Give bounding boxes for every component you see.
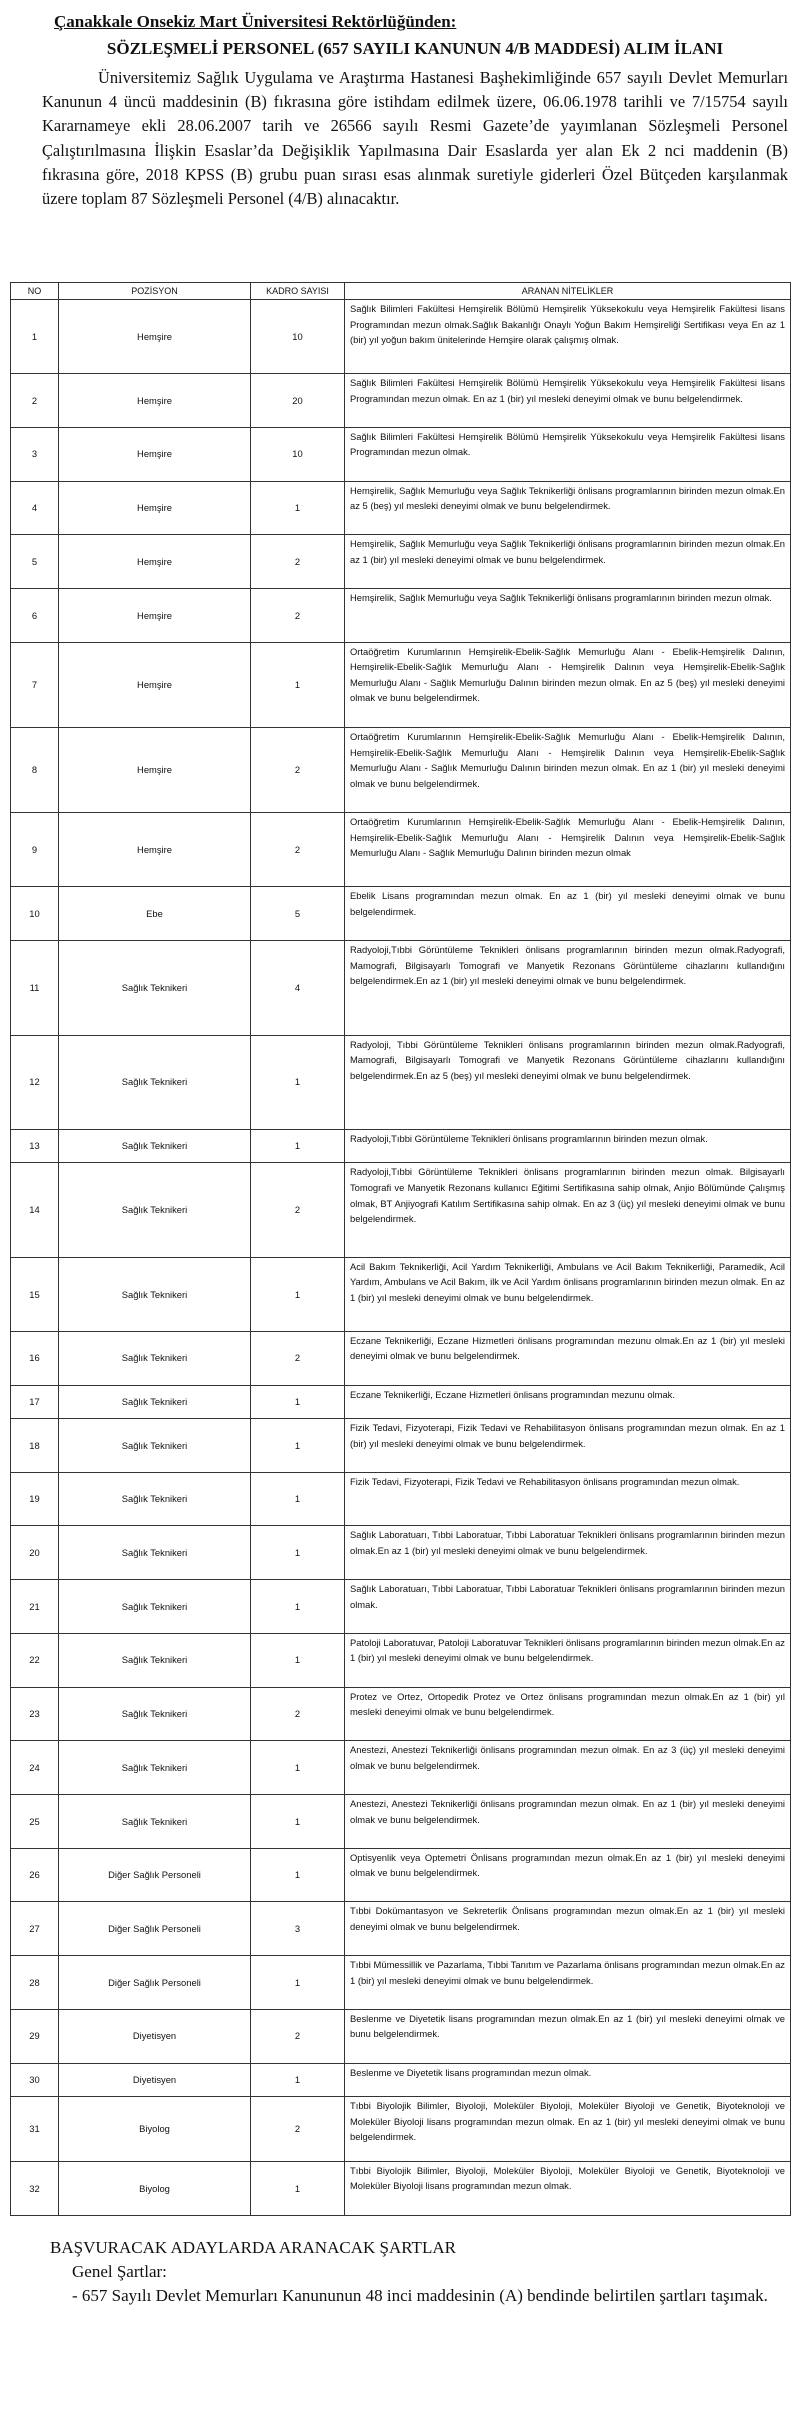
table-row	[11, 427, 791, 481]
row-qualifications: Eczane Teknikerliği, Eczane Hizmetleri önlisans programından mezunu olmak.	[345, 1385, 791, 1418]
column-header-qualifications: ARANAN NİTELİKLER	[345, 283, 791, 300]
row-staff-count: 1	[251, 481, 345, 535]
row-position: Sağlık Teknikeri	[59, 1741, 251, 1795]
row-number: 18	[11, 1418, 59, 1472]
row-position: Sağlık Teknikeri	[59, 1633, 251, 1687]
institution-heading: Çanakkale Onsekiz Mart Üniversitesi Rektörlüğünden:	[54, 12, 457, 31]
row-number: 19	[11, 1472, 59, 1526]
row-position: Diyetisyen	[59, 2063, 251, 2096]
row-qualifications: Radyoloji, Tıbbi Görüntüleme Teknikleri önlisans programlarının birinden mezun olmak.Radyografi, Mamografi, Bilgisayarlı Tomografi ve Manyetik Rezonans Görüntüleme cihazlarını kullandığını belgelendirmek.En az 5 (beş) yıl mesleki deneyimi olmak ve bunu belgelendirmek.	[345, 1035, 791, 1129]
row-position: Hemşire	[59, 642, 251, 727]
row-number: 10	[11, 887, 59, 941]
table-row	[11, 1257, 791, 1331]
row-staff-count: 3	[251, 1902, 345, 1956]
requirements-section	[50, 2236, 786, 2308]
row-position: Diğer Sağlık Personeli	[59, 1956, 251, 2010]
table-row	[11, 2009, 791, 2063]
intro-paragraph: Üniversitemiz Sağlık Uygulama ve Araştırma Hastanesi Başhekimliğinde 657 sayılı Devlet Memurları Kanunun 4 üncü maddesinin (B) fıkrasına göre istihdam edilmek üzere, 06.06.1978 tarihli ve 7/15754 sayılı Kararnameye ekli 28.06.2007 tarih ve 26566 sayılı Resmi Gazete’de yayımlanan Sözleşmeli Personel Çalıştırılmasına İlişkin Esaslar’da Değişiklik Yapılmasına Dair Esaslarda yer alan Ek 2 nci maddenin (B) fıkrasına göre, 2018 KPSS (B) grubu puan sırası esas alınmak suretiyle giderleri Özel Bütçeden karşılanmak üzere toplam 87 Sözleşmeli Personel (4/B) alınacaktır.	[42, 68, 788, 209]
row-staff-count: 1	[251, 642, 345, 727]
row-staff-count: 1	[251, 1848, 345, 1902]
row-number: 3	[11, 427, 59, 481]
row-number: 28	[11, 1956, 59, 2010]
table-row	[11, 588, 791, 642]
row-position: Sağlık Teknikeri	[59, 1418, 251, 1472]
table-row	[11, 1472, 791, 1526]
table-row	[11, 642, 791, 727]
table-row	[11, 1902, 791, 1956]
row-qualifications: Hemşirelik, Sağlık Memurluğu veya Sağlık Teknikerliği önlisans programlarının birinden mezun olmak.	[345, 588, 791, 642]
row-number: 31	[11, 2096, 59, 2161]
announcement-header	[42, 10, 788, 211]
row-staff-count: 1	[251, 1741, 345, 1795]
row-qualifications: Fizik Tedavi, Fizyoterapi, Fizik Tedavi ve Rehabilitasyon önlisans programından mezun olmak. En az 1 (bir) yıl mesleki deneyimi olmak ve bunu belgelendirmek.	[345, 1418, 791, 1472]
row-qualifications: Fizik Tedavi, Fizyoterapi, Fizik Tedavi ve Rehabilitasyon önlisans programından mezun olmak.	[345, 1472, 791, 1526]
table-row	[11, 813, 791, 887]
row-staff-count: 1	[251, 1418, 345, 1472]
row-position: Sağlık Teknikeri	[59, 1794, 251, 1848]
table-row	[11, 887, 791, 941]
row-qualifications: Sağlık Laboratuarı, Tıbbi Laboratuar, Tıbbi Laboratuar Teknikleri önlisans programlarının birinden mezun olmak.En az 1 (bir) yıl mesleki deneyimi olmak ve bunu belgelendirmek.	[345, 1526, 791, 1580]
row-position: Hemşire	[59, 588, 251, 642]
table-row	[11, 374, 791, 428]
row-qualifications: Hemşirelik, Sağlık Memurluğu veya Sağlık Teknikerliği önlisans programlarının birinden mezun olmak.En az 5 (beş) yıl mesleki deneyimi olmak ve bunu belgelendirmek.	[345, 481, 791, 535]
row-qualifications: Radyoloji,Tıbbi Görüntüleme Teknikleri önlisans programlarının birinden mezun olmak. Bilgisayarlı Tomografi ve Manyetik Rezonans kullanıcı Eğitimi Sertifikasına sahip olmak, Anjio Bölümünde Çalışmış olmak, BT Anjiyografi Katılım Sertifikasına sahip olmak. En az 3 (üç) yıl mesleki deneyimi olmak ve bunu belgelendirmek.	[345, 1163, 791, 1257]
row-number: 16	[11, 1331, 59, 1385]
row-position: Sağlık Teknikeri	[59, 1580, 251, 1634]
table-row	[11, 1687, 791, 1741]
positions-table-body	[11, 300, 791, 2216]
row-staff-count: 1	[251, 1633, 345, 1687]
row-number: 30	[11, 2063, 59, 2096]
row-staff-count: 2	[251, 727, 345, 812]
row-staff-count: 10	[251, 427, 345, 481]
table-row	[11, 1035, 791, 1129]
row-number: 4	[11, 481, 59, 535]
row-position: Sağlık Teknikeri	[59, 1129, 251, 1162]
row-number: 22	[11, 1633, 59, 1687]
row-number: 8	[11, 727, 59, 812]
row-staff-count: 4	[251, 941, 345, 1035]
row-number: 1	[11, 300, 59, 374]
row-position: Hemşire	[59, 427, 251, 481]
requirements-heading: BAŞVURACAK ADAYLARDA ARANACAK ŞARTLAR	[50, 2238, 456, 2257]
table-row	[11, 1633, 791, 1687]
table-row	[11, 1956, 791, 2010]
row-position: Hemşire	[59, 374, 251, 428]
row-qualifications: Optisyenlik veya Optemetri Önlisans programından mezun olmak.En az 1 (bir) yıl mesleki deneyimi olmak ve bunu belgelendirmek.	[345, 1848, 791, 1902]
row-number: 11	[11, 941, 59, 1035]
row-qualifications: Tıbbi Dokümantasyon ve Sekreterlik Önlisans programından mezun olmak.En az 1 (bir) yıl mesleki deneyimi olmak ve bunu belgelendirmek.	[345, 1902, 791, 1956]
row-number: 2	[11, 374, 59, 428]
row-staff-count: 1	[251, 1385, 345, 1418]
column-header-position: POZİSYON	[59, 283, 251, 300]
column-header-no: NO	[11, 283, 59, 300]
row-staff-count: 1	[251, 1472, 345, 1526]
row-number: 6	[11, 588, 59, 642]
row-position: Biyolog	[59, 2096, 251, 2161]
table-header-row	[11, 283, 791, 300]
row-number: 14	[11, 1163, 59, 1257]
row-number: 23	[11, 1687, 59, 1741]
table-row	[11, 2096, 791, 2161]
table-row	[11, 1418, 791, 1472]
row-qualifications: Radyoloji,Tıbbi Görüntüleme Teknikleri önlisans programlarının birinden mezun olmak.	[345, 1129, 791, 1162]
row-position: Hemşire	[59, 727, 251, 812]
row-staff-count: 5	[251, 887, 345, 941]
row-qualifications: Sağlık Bilimleri Fakültesi Hemşirelik Bölümü Hemşirelik Yüksekokulu veya Hemşirelik Fakültesi lisans Programından mezun olmak.	[345, 427, 791, 481]
row-qualifications: Sağlık Laboratuarı, Tıbbi Laboratuar, Tıbbi Laboratuar Teknikleri önlisans programlarının birinden mezun olmak.	[345, 1580, 791, 1634]
column-header-count: KADRO SAYISI	[251, 283, 345, 300]
row-position: Diyetisyen	[59, 2009, 251, 2063]
table-row	[11, 2063, 791, 2096]
table-row	[11, 1526, 791, 1580]
row-qualifications: Tıbbi Mümessillik ve Pazarlama, Tıbbi Tanıtım ve Pazarlama önlisans programından mezun olmak.En az 1 (bir) yıl mesleki deneyimi olmak ve bunu belgelendirmek.	[345, 1956, 791, 2010]
row-staff-count: 1	[251, 1794, 345, 1848]
table-row	[11, 300, 791, 374]
row-qualifications: Acil Bakım Teknikerliği, Acil Yardım Teknikerliği, Ambulans ve Acil Bakım Teknikerliği, Paramedik, Acil Yardım, Ambulans ve Acil Bakım, ilk ve Acil Yardım önlisans programlarının birinden mezun olmak. En az 1 (bir) yıl mesleki deneyimi olmak ve bunu belgelendirmek.	[345, 1257, 791, 1331]
general-conditions-heading: Genel Şartlar:	[72, 2262, 167, 2281]
row-position: Hemşire	[59, 535, 251, 589]
table-row	[11, 1580, 791, 1634]
table-row	[11, 1794, 791, 1848]
row-position: Sağlık Teknikeri	[59, 1257, 251, 1331]
row-qualifications: Hemşirelik, Sağlık Memurluğu veya Sağlık Teknikerliği önlisans programlarının birinden mezun olmak.En az 1 (bir) yıl mesleki deneyimi olmak ve bunu belgelendirmek.	[345, 535, 791, 589]
row-number: 7	[11, 642, 59, 727]
row-position: Hemşire	[59, 813, 251, 887]
row-staff-count: 10	[251, 300, 345, 374]
row-position: Sağlık Teknikeri	[59, 941, 251, 1035]
row-position: Biyolog	[59, 2161, 251, 2215]
row-staff-count: 2	[251, 1163, 345, 1257]
announcement-title: SÖZLEŞMELİ PERSONEL (657 SAYILI KANUNUN 4/B MADDESİ) ALIM İLANI	[106, 39, 724, 58]
table-row	[11, 2161, 791, 2215]
row-qualifications: Anestezi, Anestezi Teknikerliği önlisans programından mezun olmak. En az 3 (üç) yıl mesleki deneyimi olmak ve bunu belgelendirmek.	[345, 1741, 791, 1795]
row-number: 17	[11, 1385, 59, 1418]
table-row	[11, 535, 791, 589]
row-staff-count: 2	[251, 535, 345, 589]
row-position: Sağlık Teknikeri	[59, 1526, 251, 1580]
table-row	[11, 727, 791, 812]
row-staff-count: 1	[251, 2063, 345, 2096]
table-row	[11, 481, 791, 535]
table-row	[11, 1331, 791, 1385]
row-number: 12	[11, 1035, 59, 1129]
row-number: 25	[11, 1794, 59, 1848]
row-position: Diğer Sağlık Personeli	[59, 1902, 251, 1956]
row-qualifications: Tıbbi Biyolojik Bilimler, Biyoloji, Moleküler Biyoloji, Moleküler Biyoloji ve Genetik, Biyoteknoloji ve Moleküler Biyoloji lisans programından mezun olmak.	[345, 2161, 791, 2215]
row-position: Sağlık Teknikeri	[59, 1472, 251, 1526]
row-staff-count: 2	[251, 813, 345, 887]
row-number: 9	[11, 813, 59, 887]
row-staff-count: 1	[251, 1035, 345, 1129]
row-qualifications: Ebelik Lisans programından mezun olmak. En az 1 (bir) yıl mesleki deneyimi olmak ve bunu belgelendirmek.	[345, 887, 791, 941]
row-staff-count: 2	[251, 2096, 345, 2161]
row-staff-count: 1	[251, 2161, 345, 2215]
row-qualifications: Protez ve Ortez, Ortopedik Protez ve Ortez önlisans programından mezun olmak.En az 1 (bir) yıl mesleki deneyimi olmak ve bunu belgelendirmek.	[345, 1687, 791, 1741]
row-qualifications: Sağlık Bilimleri Fakültesi Hemşirelik Bölümü Hemşirelik Yüksekokulu veya Hemşirelik Fakültesi lisans Programından mezun olmak.Sağlık Bakanlığı Onaylı Yoğun Bakım Hemşireliği Sertifikası veya En az 1 (bir) yıl yoğun bakım ünitelerinde Hemşire olarak çalışmış olmak.	[345, 300, 791, 374]
row-number: 20	[11, 1526, 59, 1580]
row-number: 21	[11, 1580, 59, 1634]
row-qualifications: Ortaöğretim Kurumlarının Hemşirelik-Ebelik-Sağlık Memurluğu Alanı - Ebelik-Hemşirelik Dalının, Hemşirelik-Ebelik-Sağlık Memurluğu Alanı - Hemşirelik Dalının veya Hemşirelik-Ebelik-Sağlık Memurluğu Alanı - Sağlık Memurluğu Dalının birinden mezun olmak. En az 1 (bir) yıl mesleki deneyimi olmak ve bunu belgelendirmek.	[345, 727, 791, 812]
row-qualifications: Radyoloji,Tıbbi Görüntüleme Teknikleri önlisans programlarının birinden mezun olmak.Radyografi, Mamografi, Bilgisayarlı Tomografi ve Manyetik Rezonans Görüntüleme cihazlarını kullandığını belgelendirmek.En az 1 (bir) yıl mesleki deneyimi olmak ve bunu belgelendirmek.	[345, 941, 791, 1035]
row-staff-count: 1	[251, 1526, 345, 1580]
row-position: Hemşire	[59, 300, 251, 374]
row-staff-count: 1	[251, 1580, 345, 1634]
row-number: 27	[11, 1902, 59, 1956]
row-position: Hemşire	[59, 481, 251, 535]
row-position: Sağlık Teknikeri	[59, 1687, 251, 1741]
row-qualifications: Beslenme ve Diyetetik lisans programından mezun olmak.En az 1 (bir) yıl mesleki deneyimi olmak ve bunu belgelendirmek.	[345, 2009, 791, 2063]
row-number: 24	[11, 1741, 59, 1795]
row-qualifications: Ortaöğretim Kurumlarının Hemşirelik-Ebelik-Sağlık Memurluğu Alanı - Ebelik-Hemşirelik Dalının, Hemşirelik-Ebelik-Sağlık Memurluğu Alanı - Hemşirelik Dalının veya Hemşirelik-Ebelik-Sağlık Memurluğu Alanı - Sağlık Memurluğu Dalının birinden mezun olmak. En az 5 (beş) yıl mesleki deneyimi olmak ve bunu belgelendirmek.	[345, 642, 791, 727]
row-qualifications: Eczane Teknikerliği, Eczane Hizmetleri önlisans programından mezunu olmak.En az 1 (bir) yıl mesleki deneyimi olmak ve bunu belgelendirmek.	[345, 1331, 791, 1385]
row-staff-count: 2	[251, 2009, 345, 2063]
table-row	[11, 1385, 791, 1418]
row-number: 29	[11, 2009, 59, 2063]
table-row	[11, 941, 791, 1035]
row-number: 15	[11, 1257, 59, 1331]
row-staff-count: 1	[251, 1956, 345, 2010]
row-number: 32	[11, 2161, 59, 2215]
row-position: Sağlık Teknikeri	[59, 1385, 251, 1418]
row-position: Sağlık Teknikeri	[59, 1035, 251, 1129]
row-number: 26	[11, 1848, 59, 1902]
positions-table	[10, 282, 791, 2216]
row-qualifications: Sağlık Bilimleri Fakültesi Hemşirelik Bölümü Hemşirelik Yüksekokulu veya Hemşirelik Fakültesi lisans Programından mezun olmak. En az 1 (bir) yıl mesleki deneyimi olmak ve bunu belgelendirmek.	[345, 374, 791, 428]
row-staff-count: 2	[251, 1331, 345, 1385]
row-position: Ebe	[59, 887, 251, 941]
row-qualifications: Anestezi, Anestezi Teknikerliği önlisans programından mezun olmak. En az 1 (bir) yıl mesleki deneyimi olmak ve bunu belgelendirmek.	[345, 1794, 791, 1848]
row-number: 13	[11, 1129, 59, 1162]
row-staff-count: 1	[251, 1257, 345, 1331]
table-row	[11, 1848, 791, 1902]
row-position: Diğer Sağlık Personeli	[59, 1848, 251, 1902]
row-staff-count: 20	[251, 374, 345, 428]
row-staff-count: 2	[251, 1687, 345, 1741]
table-row	[11, 1163, 791, 1257]
row-position: Sağlık Teknikeri	[59, 1331, 251, 1385]
table-row	[11, 1129, 791, 1162]
row-staff-count: 1	[251, 1129, 345, 1162]
row-qualifications: Patoloji Laboratuvar, Patoloji Laboratuvar Teknikleri önlisans programlarının birinden mezun olmak.En az 1 (bir) yıl mesleki deneyimi olmak ve bunu belgelendirmek.	[345, 1633, 791, 1687]
row-qualifications: Ortaöğretim Kurumlarının Hemşirelik-Ebelik-Sağlık Memurluğu Alanı - Ebelik-Hemşirelik Dalının, Hemşirelik-Ebelik-Sağlık Memurluğu Alanı - Hemşirelik Dalının veya Hemşirelik-Ebelik-Sağlık Memurluğu Alanı - Sağlık Memurluğu Dalının birinden mezun olmak	[345, 813, 791, 887]
row-qualifications: Tıbbi Biyolojik Bilimler, Biyoloji, Moleküler Biyoloji, Moleküler Biyoloji ve Genetik, Biyoteknoloji ve Moleküler Biyoloji lisans programından mezun olmak. En az 1 (bir) yıl mesleki deneyimi olmak ve bunu belgelendirmek.	[345, 2096, 791, 2161]
row-number: 5	[11, 535, 59, 589]
requirement-item: - 657 Sayılı Devlet Memurları Kanununun 48 inci maddesinin (A) bendinde belirtilen şartları taşımak.	[72, 2286, 768, 2305]
row-staff-count: 2	[251, 588, 345, 642]
table-row	[11, 1741, 791, 1795]
row-position: Sağlık Teknikeri	[59, 1163, 251, 1257]
row-qualifications: Beslenme ve Diyetetik lisans programından mezun olmak.	[345, 2063, 791, 2096]
